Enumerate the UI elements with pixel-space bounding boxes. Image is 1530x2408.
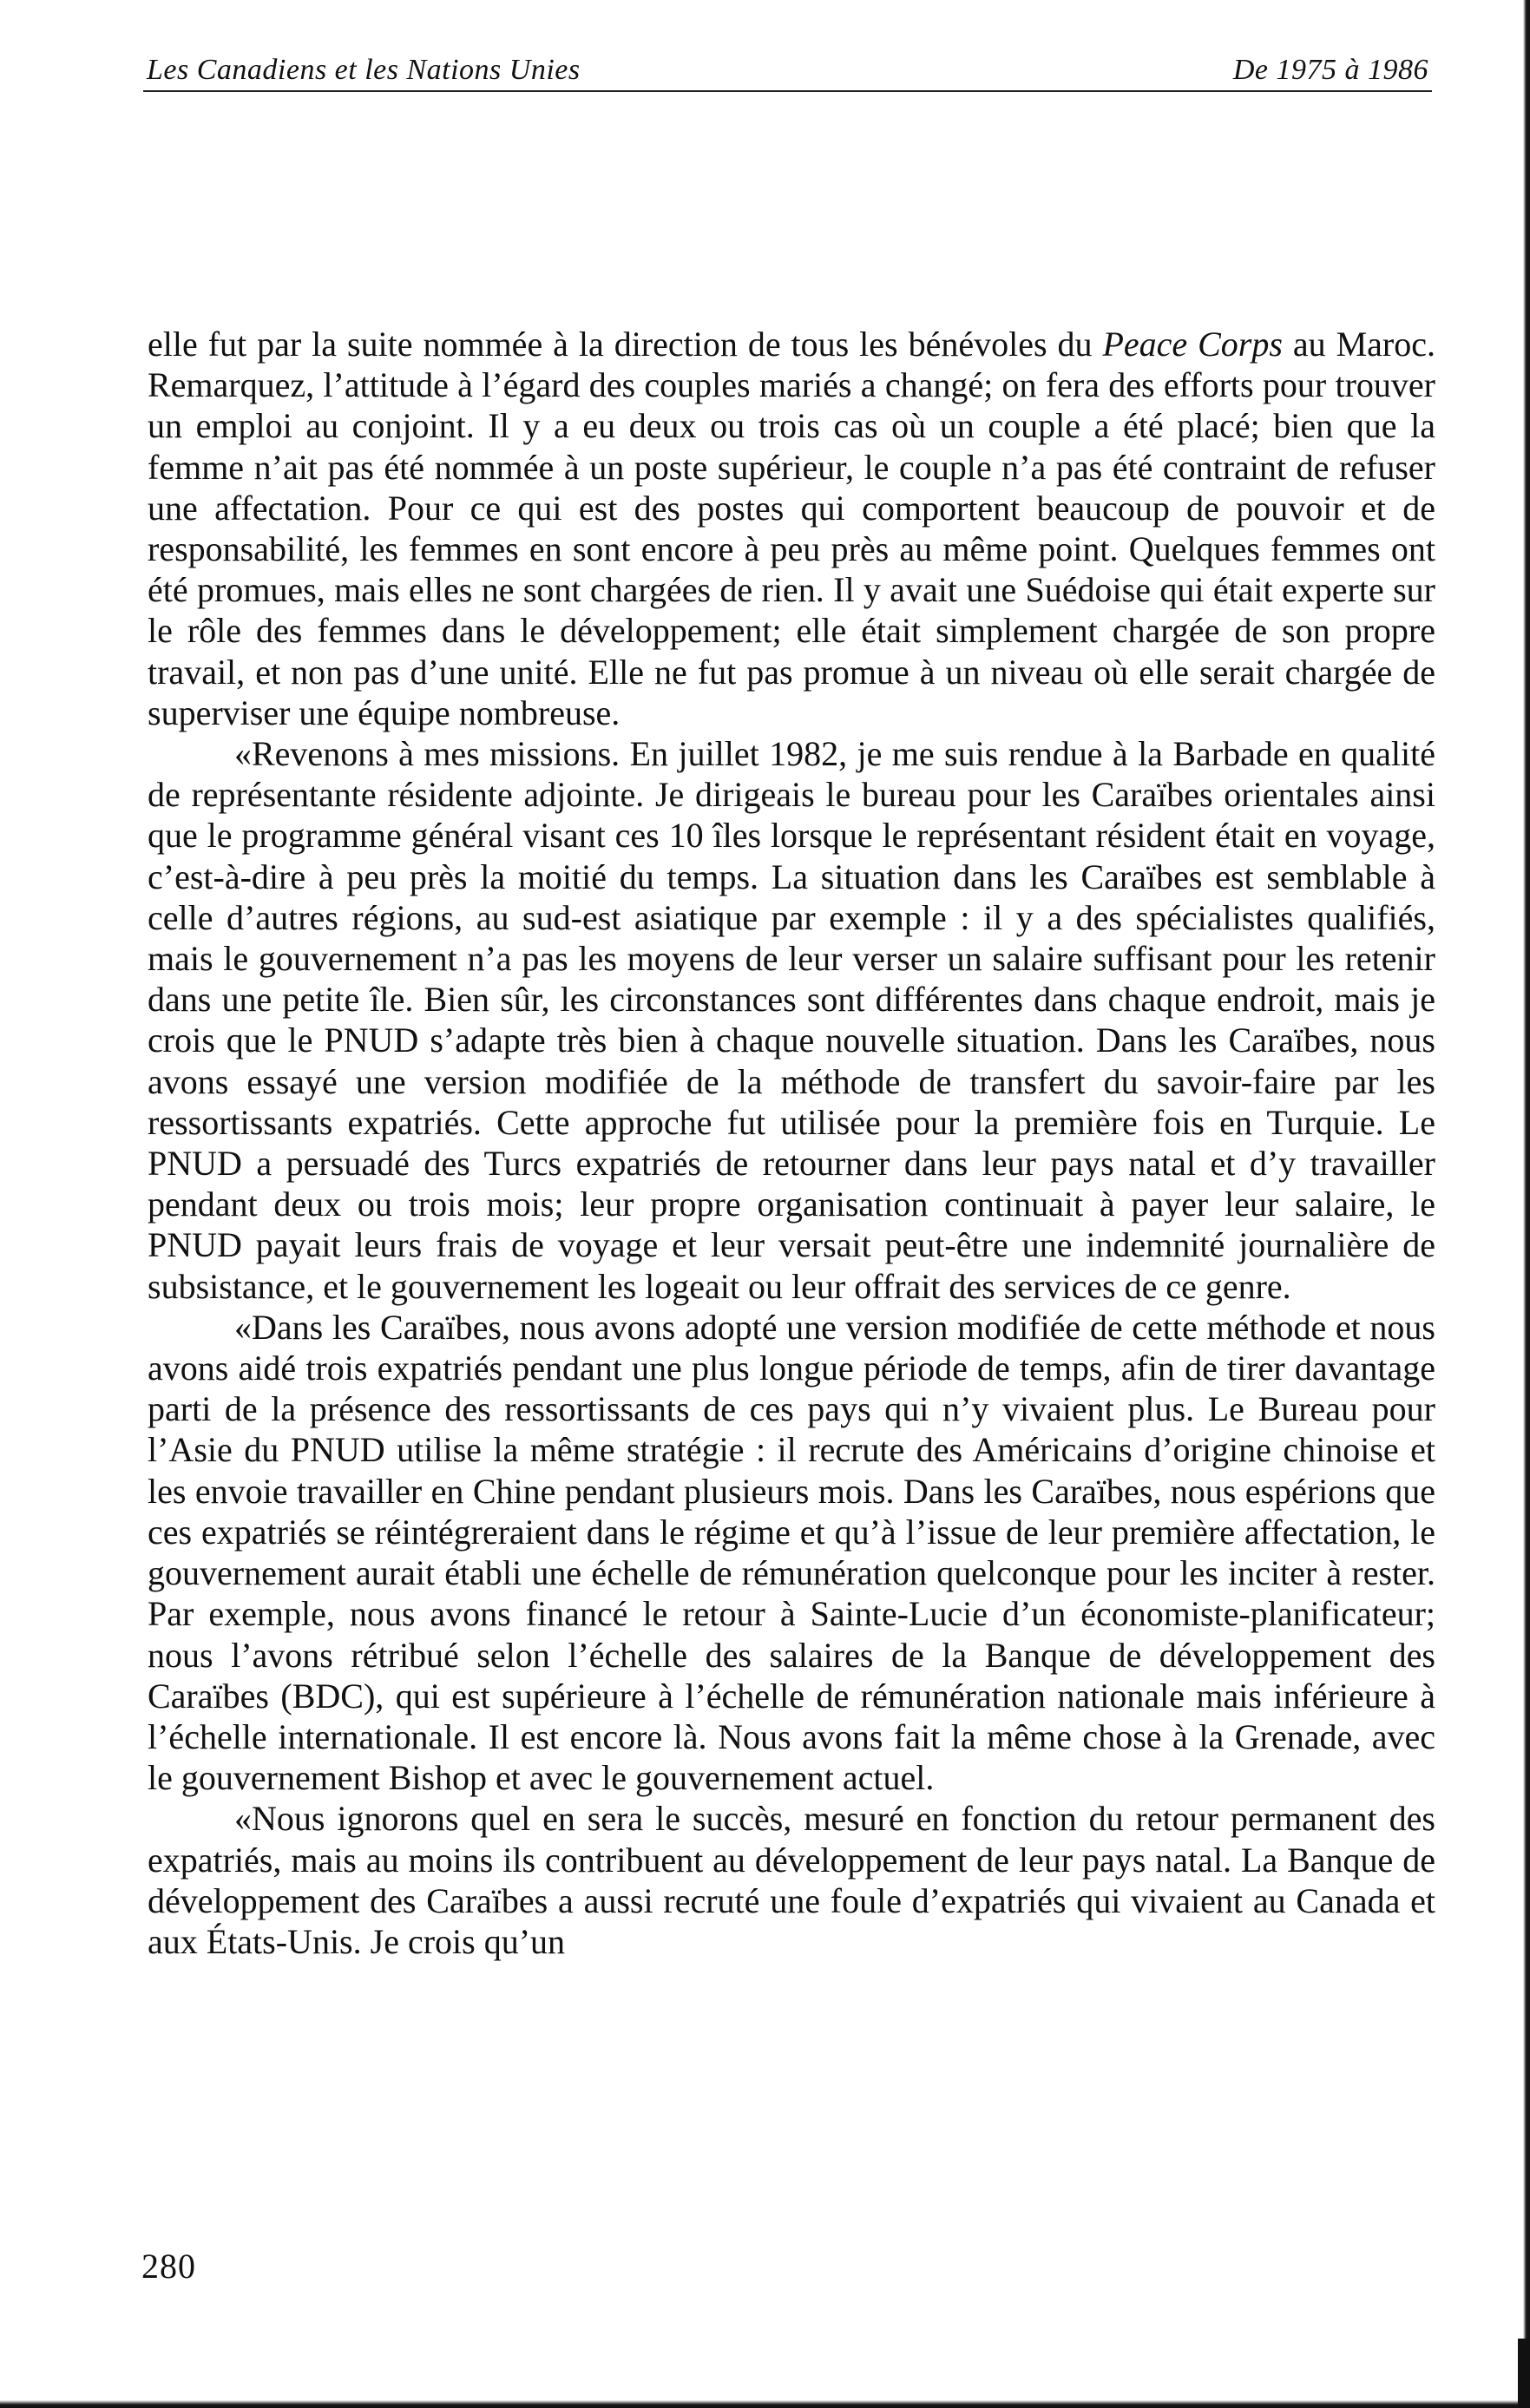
- paragraph-2: «Revenons à mes missions. En juillet 1982, je me suis rendue à la Barbade en qualité de représentante résidente adjointe. Je dirigeais le bureau pour les Caraïbes orientales ainsi que le programme général visant ces 10 îles lorsque le représentant résident était en voyage, c’est-à-dire à peu près la moitié du temps. La situation dans les Caraïbes est semblable à celle d’autres régions, au sud-est asiatique par exemple : il y a des spécialistes qualifiés, mais le gouvernement n’a pas les moyens de leur verser un salaire suffisant pour les retenir dans une petite île. Bien sûr, les circonstances sont différentes dans chaque endroit, mais je crois que le PNUD s’adapte très bien à chaque nouvelle situation. Dans les Caraïbes, nous avons essayé une version modifiée de la méthode de transfert du savoir-faire par les ressortissants expatriés. Cette approche fut utilisée pour la première fois en Turquie. Le PNUD a persuadé des Turcs expatriés de retourner dans leur pays natal et d’y travailler pendant deux ou trois mois; leur propre organisation continuait à payer leur salaire, le PNUD payait leurs frais de voyage et leur versait peut-être une indemnité journalière de subsistance, et le gouvernement les logeait ou leur offrait des services de ce genre.: [148, 734, 1435, 1306]
- paragraph-3: «Dans les Caraïbes, nous avons adopté une version modifiée de cette méthode et nous avons aidé trois expatriés pendant une plus longue période de temps, afin de tirer davantage parti de la présence des ressortissants de ces pays qui n’y vivaient plus. Le Bureau pour l’Asie du PNUD utilise la même stratégie : il recrute des Américains d’origine chinoise et les envoie travailler en Chine pendant plusieurs mois. Dans les Caraïbes, nous espérions que ces expatriés se réintégreraient dans le régime et qu’à l’issue de leur première affectation, le gouvernement aurait établi une échelle de rémunération quelconque pour les inciter à rester. Par exemple, nous avons financé le retour à Sainte-Lucie d’un économiste-planificateur; nous l’avons rétribué selon l’échelle des salaires de la Banque de développement des Caraïbes (BDC), qui est supérieure à l’échelle de rémunération nationale mais inférieure à l’échelle internationale. Il est encore là. Nous avons fait la même chose à la Grenade, avec le gouvernement Bishop et avec le gouvernement actuel.: [148, 1307, 1435, 1798]
- body-text: [148, 324, 1435, 1962]
- paragraph-1-italic-term: Peace Corps: [1102, 325, 1283, 364]
- header-book-title: Les Canadiens et les Nations Unies: [147, 54, 581, 86]
- paragraph-1-rest: au Maroc. Remarquez, l’attitude à l’égard des couples mariés a changé; on fera des efforts pour trouver un emploi au conjoint. Il y a eu deux ou trois cas où un couple a été placé; bien que la femme n’ait pas été nommée à un poste supérieur, le couple n’a pas été contraint de refuser une affectation. Pour ce qui est des postes qui comportent beaucoup de pouvoir et de responsabilité, les femmes en sont encore à peu près au même point. Quelques femmes ont été promues, mais elles ne sont chargées de rien. Il y avait une Suédoise qui était experte sur le rôle des femmes dans le développement; elle était simplement chargée de son propre travail, et non pas d’une unité. Elle ne fut pas promue à un niveau où elle serait chargée de superviser une équipe nombreuse.: [148, 325, 1435, 732]
- page-number: 280: [141, 2247, 196, 2286]
- running-header: [143, 50, 1432, 92]
- page-edge-bottom: [0, 2400, 1530, 2408]
- page-edge-corner: [1518, 2339, 1530, 2408]
- paragraph-1-start: elle fut par la suite nommée à la direction de tous les bénévoles du: [148, 325, 1103, 364]
- paragraph-4: «Nous ignorons quel en sera le succès, mesuré en fonction du retour permanent des expatriés, mais au moins ils contribuent au développement de leur pays natal. La Banque de développement des Caraïbes a aussi recruté une foule d’expatriés qui vivaient au Canada et aux États-Unis. Je crois qu’un: [148, 1799, 1435, 1961]
- header-period: De 1975 à 1986: [1232, 54, 1428, 86]
- paragraph-1: [148, 324, 1435, 733]
- page-edge-right: [1523, 0, 1530, 2408]
